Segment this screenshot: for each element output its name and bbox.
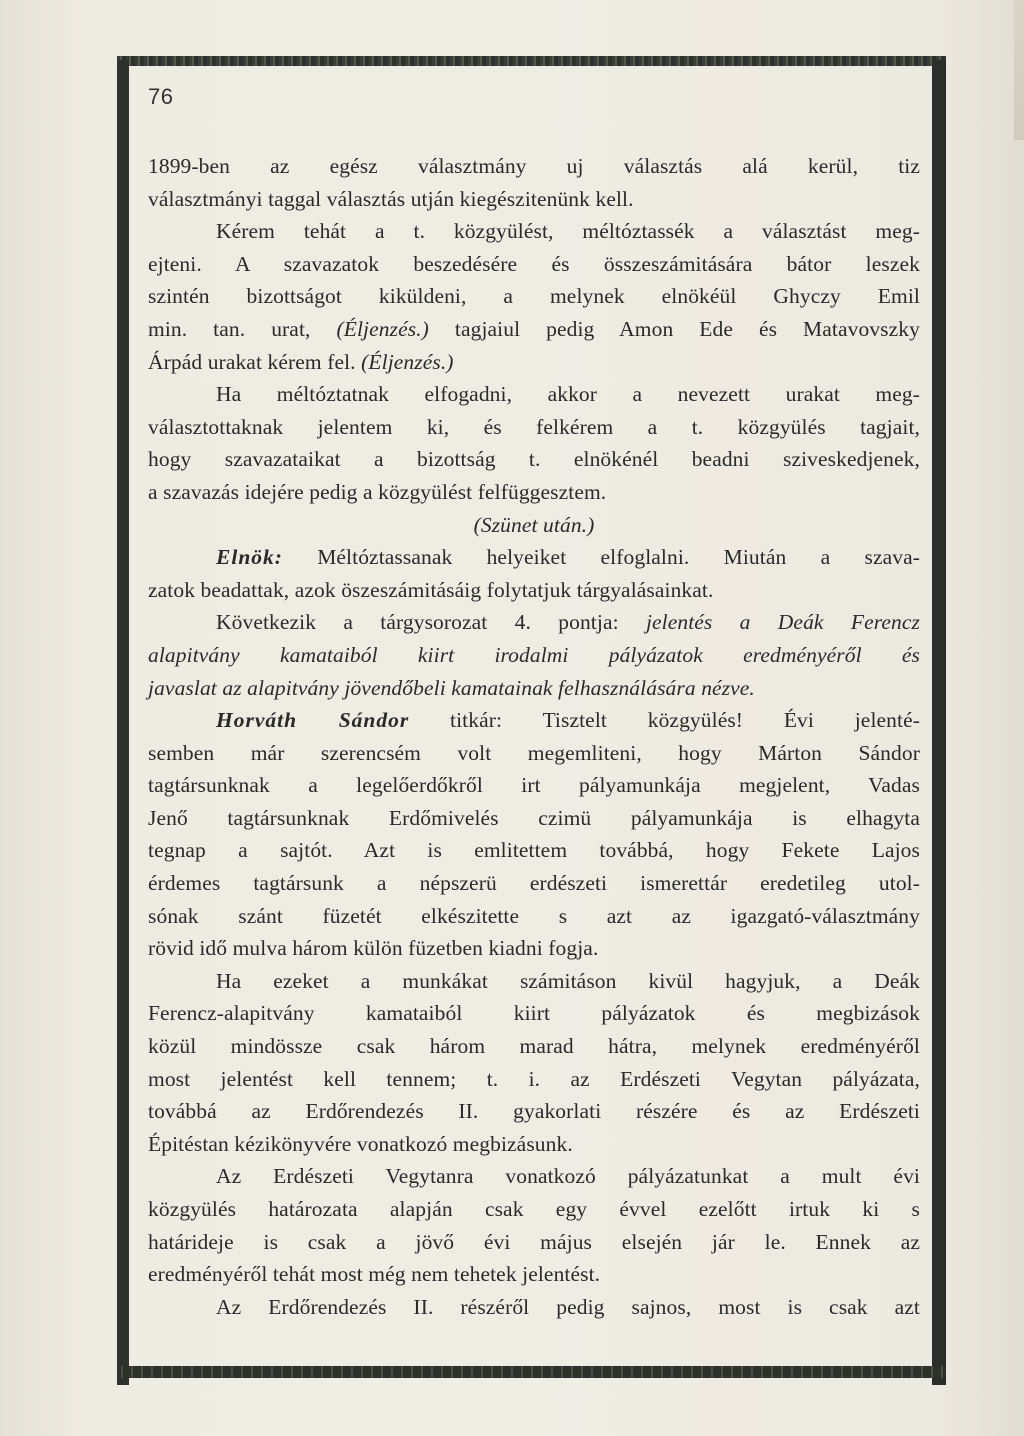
text-line [148, 1030, 920, 1063]
text-run: Következik a tárgysorozat 4. pontja: [216, 610, 646, 635]
text-line [148, 411, 920, 444]
text-run: sónak szánt füzetét elkészitette s azt az igazgató-választmány [148, 903, 920, 928]
text-run: Méltóztassanak helyeiket elfoglalni. Miután a szava- [282, 545, 920, 570]
text-run: Ha méltóztatnak elfogadni, akkor a nevezett urakat meg- [216, 382, 920, 407]
text-run: határideje is csak a jövő évi május elsején jár le. Ennek az [148, 1229, 920, 1254]
text-line [148, 769, 920, 802]
text-line [148, 1095, 920, 1128]
frame-border-right [932, 60, 946, 1385]
text-run: Ha ezeket a munkákat számitáson kivül hagyjuk, a Deák [216, 968, 920, 993]
text-line [148, 867, 920, 900]
text-run: továbbá az Erdőrendezés II. gyakorlati részére és az Erdészeti [148, 1099, 920, 1124]
text-line [148, 704, 920, 737]
frame-border-top [117, 56, 946, 66]
italic-text: alapitvány kamataiból kiirt irodalmi pályázatok eredményéről és [148, 642, 920, 667]
text-run: Az Erdészeti Vegytanra vonatkozó pályázatunkat a mult évi [216, 1164, 920, 1189]
text-run: választmányi taggal választás utján kiegészitenünk kell. [148, 186, 634, 211]
text-line [148, 1193, 920, 1226]
text-run: Árpád urakat kérem fel. [148, 349, 362, 374]
page-text [148, 84, 920, 1323]
text-body [148, 150, 920, 1323]
text-line [148, 150, 920, 183]
text-line [148, 1160, 920, 1193]
text-line [148, 932, 920, 965]
text-run: zatok beadattak, azok öszeszámitásáig folytatjuk tárgyalásainkat. [148, 577, 714, 602]
text-line [148, 378, 920, 411]
text-line [148, 1258, 920, 1291]
text-run: Jenő tagtársunknak Erdőmivelés czimü pályamunkája is elhagyta [148, 805, 920, 830]
text-line [148, 215, 920, 248]
speaker-name: Horváth Sándor [216, 708, 410, 733]
page-edge-shadow [1014, 0, 1024, 140]
text-line [148, 802, 920, 835]
italic-text: (Szünet után.) [473, 512, 595, 537]
text-line [148, 639, 920, 672]
page-number: 76 [148, 84, 174, 109]
speaker-name: Elnök: [216, 545, 283, 570]
text-run: közgyülés határozata alapján csak egy évvel ezelőtt irtuk ki s [148, 1197, 920, 1221]
text-run: Ferencz-alapitvány kamataiból kiirt pályázatok és megbizások [148, 1001, 920, 1026]
text-line [148, 1128, 920, 1161]
text-line [148, 346, 920, 379]
text-run: titkár: Tisztelt közgyülés! Évi jelenté- [409, 708, 920, 733]
text-run: most jelentést kell tennem; t. i. az Erdészeti Vegytan pályázata, [148, 1066, 920, 1091]
text-line [148, 737, 920, 770]
text-run: min. tan. urat, [148, 316, 337, 341]
text-line [148, 997, 920, 1030]
text-run: választottaknak jelentem ki, és felkérem a t. közgyülés tagjait, [148, 414, 920, 439]
text-line [148, 280, 920, 313]
text-run: közül mindössze csak három marad hátra, melynek eredményéről [148, 1034, 920, 1059]
italic-text: (Éljenzés.) [361, 349, 454, 374]
text-run: eredményéről tehát most még nem tehetek jelentést. [148, 1262, 601, 1287]
text-line [148, 183, 920, 216]
text-run: 1899-ben az egész választmány uj választás alá kerül, tiz [148, 154, 920, 178]
text-line [148, 574, 920, 607]
text-line [148, 248, 920, 281]
frame-border-left [117, 60, 129, 1385]
text-run: a szavazás idejére pedig a közgyülést felfüggesztem. [148, 479, 607, 504]
text-run: tagtársunknak a legelőerdőkről irt pályamunkája megjelent, Vadas [148, 773, 920, 798]
text-line [148, 476, 920, 509]
text-line [148, 541, 920, 574]
text-run: semben már szerencsém volt megemliteni, hogy Márton Sándor [148, 740, 920, 765]
text-line [148, 965, 920, 998]
text-run: hogy szavazataikat a bizottság t. elnökénél beadni sziveskedjenek, [148, 447, 920, 472]
text-line [148, 1063, 920, 1096]
italic-text: (Éljenzés.) [336, 316, 429, 341]
text-line [148, 509, 920, 542]
text-run: Az Erdőrendezés II. részéről pedig sajnos, most is csak azt [216, 1294, 920, 1319]
text-line [148, 313, 920, 346]
text-run: szintén bizottságot kiküldeni, a melynek elnökéül Ghyczy Emil [148, 284, 920, 309]
text-run: Épitéstan kézikönyvére vonatkozó megbizásunk. [148, 1131, 573, 1156]
text-line [148, 672, 920, 705]
text-run: tagjaiul pedig Amon Ede és Matavovszky [428, 316, 920, 341]
italic-text: jelentés a Deák Ferencz [645, 610, 920, 635]
text-line [148, 443, 920, 476]
italic-text: javaslat az alapitvány jövendőbeli kamatainak felhasználására nézve. [148, 675, 755, 700]
text-line [148, 834, 920, 867]
text-line [148, 1226, 920, 1259]
text-line [148, 900, 920, 933]
text-run: ejteni. A szavazatok beszedésére és összeszámitására bátor leszek [148, 251, 920, 276]
text-run: Kérem tehát a t. közgyülést, méltóztassék a választást meg- [216, 219, 920, 244]
frame-border-bottom [117, 1366, 946, 1378]
text-run: rövid idő mulva három külön füzetben kiadni fogja. [148, 936, 599, 961]
text-line [148, 1291, 920, 1324]
text-line [148, 606, 920, 639]
text-run: érdemes tagtársunk a népszerü erdészeti ismerettár eredetileg utol- [148, 871, 920, 896]
text-run: tegnap a sajtót. Azt is emlitettem továbbá, hogy Fekete Lajos [148, 838, 920, 863]
